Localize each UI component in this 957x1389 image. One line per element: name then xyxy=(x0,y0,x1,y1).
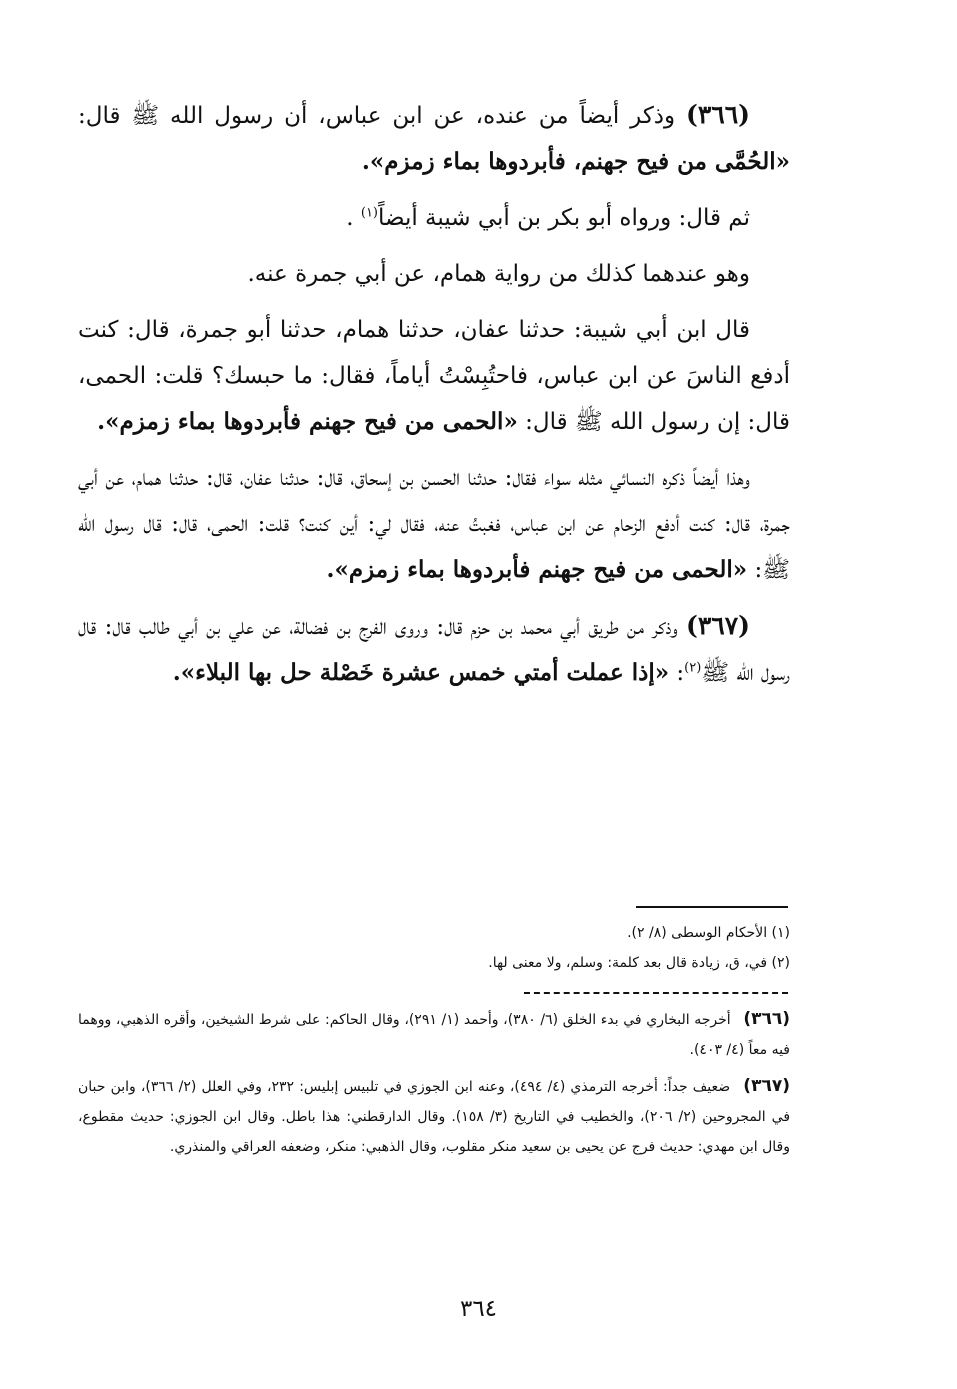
paragraph-3-text: وهو عندهما كذلك من رواية همام، عن أبي جمرة عنه. xyxy=(247,261,750,287)
commentary-367 xyxy=(78,1071,790,1162)
paragraph-366-text: وذكر أيضاً من عنده، عن ابن عباس، أن رسول الله ﷺ قال: xyxy=(78,103,676,129)
footnote-ref-1: (١) xyxy=(360,205,378,221)
hadith-number-367: (٣٦٧) xyxy=(686,611,750,640)
commentary xyxy=(78,1004,790,1168)
footnote-separator xyxy=(636,906,788,908)
paragraph-3 xyxy=(78,251,790,297)
main-text xyxy=(78,92,790,706)
footnote-ref-2: (٢) xyxy=(684,660,702,676)
page-number: ٣٦٤ xyxy=(459,1296,498,1322)
commentary-separator xyxy=(524,992,788,994)
commentary-367-text-2: وقال الدارقطني: هذا باطل. وقال ابن الجوزي: حديث مقطوع، وقال ابن مهدي: حديث فرج عن يحيى بن سعيد منكر مقلوب، وقال الذهبي: منكر، وضعفه العراقي والمنذري. xyxy=(78,1109,790,1155)
commentary-366 xyxy=(78,1004,790,1065)
footnote-2: (٢) في، ق، زيادة قال بعد كلمة: وسلم، ولا معنى لها. xyxy=(488,955,790,971)
paragraph-5 xyxy=(78,455,790,593)
commentary-label-366: (٣٦٦) xyxy=(743,1009,791,1029)
paragraph-2-end: . xyxy=(346,205,354,231)
paragraph-366 xyxy=(78,92,790,185)
footnotes xyxy=(78,918,790,978)
paragraph-367-colon: : xyxy=(676,660,685,686)
paragraph-367 xyxy=(78,603,790,696)
paragraph-5-text: وهذا أيضاً ذكره النسائي مثله سواء فقال: حدثنا الحسن بن إسحاق، قال: حدثنا عفان، قال: حدثنا همام، عن أبي جمرة، قال: كنت أدفع الزحام عن ابن عباس، فغبتُ عنه، فقال لي: أين كنت؟ قلت: الحمى، قال: قال رسول الله ﷺ: xyxy=(78,465,790,583)
footnote-1: (١) الأحكام الوسطى (٨/ ٢). xyxy=(627,925,790,941)
paragraph-5-hadith: «الحمى من فيح جهنم فأبردوها بماء زمزم». xyxy=(326,556,748,583)
paragraph-4-text: قال ابن أبي شيبة: حدثنا عفان، حدثنا همام، حدثنا أبو جمرة، قال: كنت أدفع الناسَ عن ابن عباس، فاحتُبِسْتُ أياماً، فقال: ما حبسك؟ قلت: الحمى، قال: إن رسول الله ﷺ قال: xyxy=(78,317,790,435)
commentary-367-text: ضعيف جداً: أخرجه الترمذي (٤/ ٤٩٤)، وعنه ابن الجوزي في تلبيس إبليس: ٢٣٢، وفي العلل (٢/ ٣٦٦)، وابن حبان في المجروحين (٢/ ٢٠٦)، والخطيب في التاريخ (٣/ ١٥٨). xyxy=(78,1079,791,1125)
paragraph-367-text: وذكر من طريق أبي محمد بن حزم قال: وروى الفرج بن فضالة، عن علي بن أبي طالب قال: قال رسول الله ﷺ xyxy=(78,614,790,686)
paragraph-2 xyxy=(78,195,790,241)
commentary-label-367: (٣٦٧) xyxy=(743,1076,790,1096)
hadith-number-366: (٣٦٦) xyxy=(686,100,750,129)
hadith-text-366: «الحُمَّى من فيح جهنم، فأبردوها بماء زمزم». xyxy=(361,148,790,175)
commentary-366-text: أخرجه البخاري في بدء الخلق (٦/ ٣٨٠)، وأحمد (١/ ٢٩١)، وقال الحاكم: على شرط الشيخين، وأقره الذهبي، ووهما فيه معاً (٤/ ٤٠٣). xyxy=(78,1012,790,1058)
hadith-text-367: «إذا عملت أمتي خمس عشرة خَصْلة حل بها البلاء». xyxy=(172,659,670,686)
paragraph-4 xyxy=(78,307,790,445)
paragraph-4-hadith: «الحمى من فيح جهنم فأبردوها بماء زمزم». xyxy=(97,408,518,435)
paragraph-2-text: ثم قال: ورواه أبو بكر بن أبي شيبة أيضاً xyxy=(378,205,750,231)
